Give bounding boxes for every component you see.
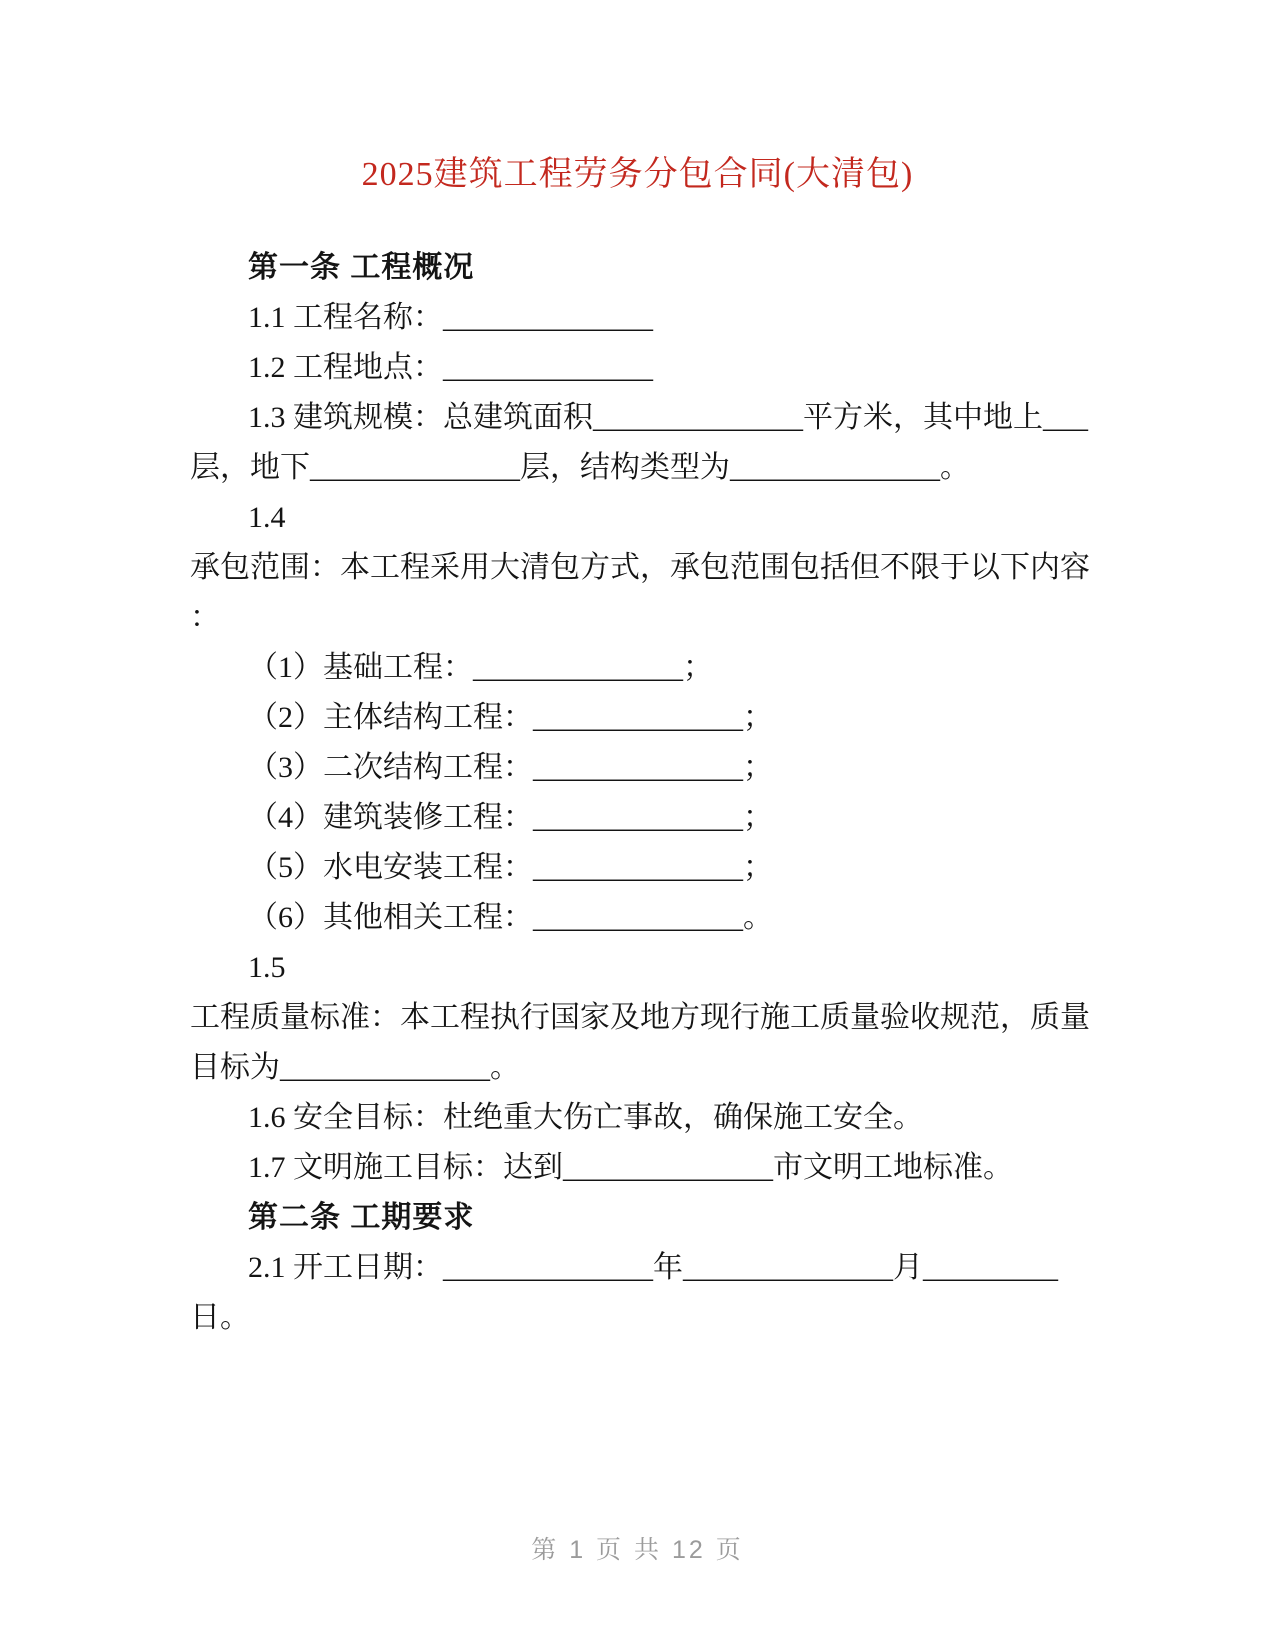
document-body [190, 243, 1095, 1343]
document-title: 2025建筑工程劳务分包合同(大清包) [361, 156, 914, 193]
text-line: 1.5 [248, 951, 286, 984]
text-line: （5）水电安装工程：______________； [248, 851, 773, 884]
text-line: 日。 [190, 1301, 250, 1334]
text-line: 1.3 建筑规模：总建筑面积______________平方米，其中地上___ [248, 401, 1088, 434]
text-line: 1.1 工程名称：______________ [248, 301, 653, 334]
section-heading: 第二条 工期要求 [248, 1201, 475, 1234]
text-line: 1.4 [248, 501, 286, 534]
section-heading: 第一条 工程概况 [248, 251, 475, 284]
text-line: （1）基础工程：______________； [248, 651, 713, 684]
text-line: 工程质量标准：本工程执行国家及地方现行施工质量验收规范，质量 [190, 1001, 1090, 1034]
text-line: 1.2 工程地点：______________ [248, 351, 653, 384]
text-line: ： [190, 601, 220, 634]
page-number-footer: 第 1 页 共 12 页 [531, 1536, 744, 1564]
text-line: 目标为______________。 [190, 1051, 520, 1084]
text-line: （2）主体结构工程：______________； [248, 701, 773, 734]
text-line: 1.7 文明施工目标：达到______________市文明工地标准。 [248, 1151, 1013, 1184]
text-line: 1.6 安全目标：杜绝重大伤亡事故，确保施工安全。 [248, 1101, 923, 1134]
text-line: 承包范围：本工程采用大清包方式，承包范围包括但不限于以下内容 [190, 551, 1090, 584]
text-line: 2.1 开工日期：______________年______________月_________ [248, 1251, 1058, 1284]
text-line: （3）二次结构工程：______________； [248, 751, 773, 784]
text-line: （4）建筑装修工程：______________； [248, 801, 773, 834]
text-line: 层，地下______________层，结构类型为______________。 [190, 451, 970, 484]
text-line: （6）其他相关工程：______________。 [248, 901, 773, 934]
